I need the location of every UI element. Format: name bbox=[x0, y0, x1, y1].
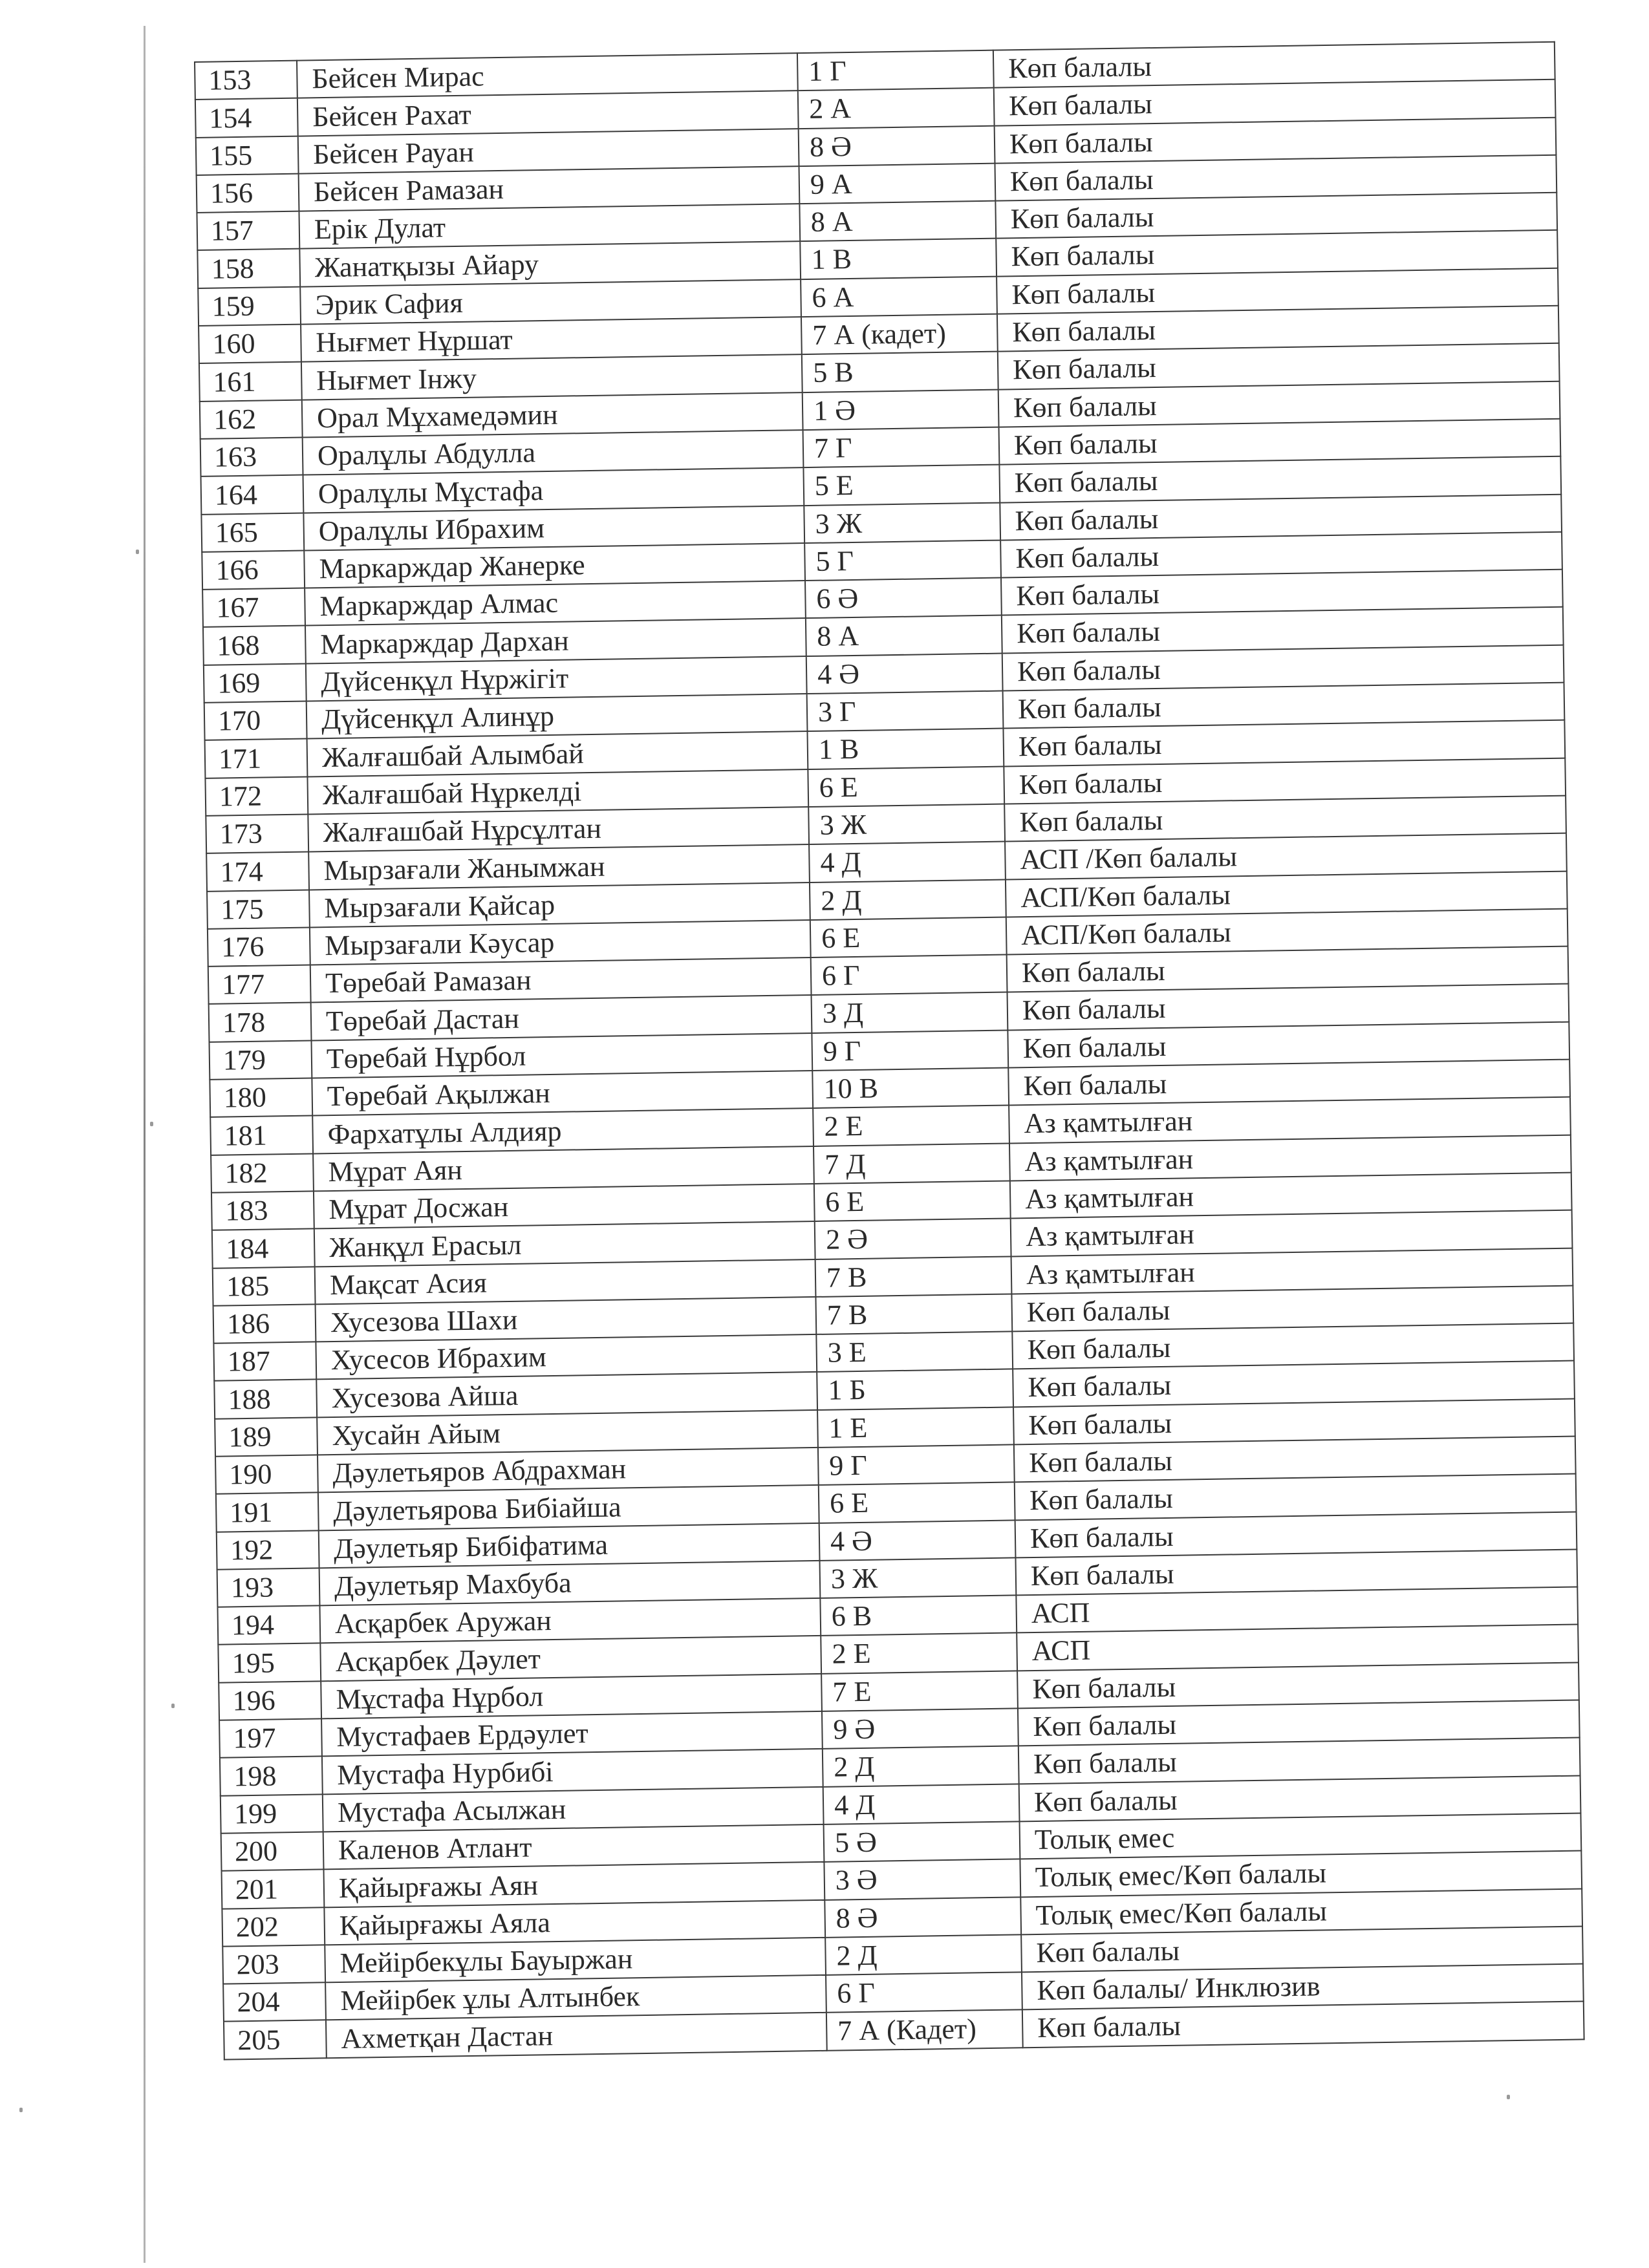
class-grade: 7 В bbox=[815, 1294, 1012, 1334]
row-number: 201 bbox=[222, 1870, 325, 1909]
status-category: Көп балалы bbox=[998, 381, 1560, 427]
row-number: 184 bbox=[212, 1229, 315, 1268]
student-name: Мырзағали Жанымжан bbox=[308, 844, 810, 890]
class-grade: 2 Е bbox=[821, 1633, 1017, 1674]
class-grade: 6 Г bbox=[811, 955, 1008, 996]
student-name: Бейсен Рауан bbox=[298, 129, 799, 174]
student-name: Орал Мұхамедәмин bbox=[302, 392, 803, 438]
student-name: Дәулетьяр Махбуба bbox=[319, 1561, 821, 1606]
row-number: 182 bbox=[211, 1153, 314, 1193]
class-grade: 3 Ә bbox=[824, 1859, 1020, 1900]
status-category: Аз қамтылған bbox=[1009, 1135, 1571, 1181]
student-name: Жалғашбай Алымбай bbox=[307, 731, 808, 776]
scan-binding-line bbox=[144, 26, 146, 2263]
row-number: 175 bbox=[207, 890, 310, 929]
class-grade: 7 Г bbox=[803, 427, 1000, 468]
student-name: Оралұлы Мұстафа bbox=[303, 467, 804, 513]
row-number: 185 bbox=[213, 1267, 316, 1306]
status-category: Толық емес/Көп балалы bbox=[1020, 1888, 1582, 1934]
row-number: 176 bbox=[208, 927, 310, 967]
class-grade: 7 Д bbox=[814, 1143, 1010, 1184]
row-number: 156 bbox=[197, 174, 299, 213]
row-number: 158 bbox=[197, 249, 300, 288]
class-grade: 1 Г bbox=[797, 50, 994, 91]
row-number: 179 bbox=[210, 1040, 312, 1080]
student-name: Мақсат Асия bbox=[315, 1259, 816, 1304]
status-category: Көп балалы bbox=[995, 117, 1557, 163]
student-name: Төребай Дастан bbox=[311, 995, 812, 1040]
scan-speck bbox=[1507, 2095, 1510, 2099]
class-grade: 5 Е bbox=[803, 465, 1000, 506]
status-category: Толық емес/Көп балалы bbox=[1020, 1851, 1582, 1897]
class-grade: 2 Д bbox=[825, 1934, 1022, 1975]
status-category: Көп балалы bbox=[1003, 720, 1565, 766]
status-category: АСП/Көп балалы bbox=[1006, 871, 1568, 917]
student-name: Мырзағали Қайсар bbox=[309, 883, 810, 928]
status-category: Көп балалы bbox=[1015, 1549, 1577, 1595]
class-grade: 1 В bbox=[800, 239, 997, 279]
row-number: 162 bbox=[200, 400, 303, 439]
student-name: Оралұлы Ибрахим bbox=[303, 506, 804, 551]
student-name: Ерік Дулат bbox=[299, 204, 800, 249]
class-grade: 9 Г bbox=[818, 1444, 1015, 1485]
class-grade: 2 А bbox=[798, 88, 995, 129]
student-name: Дәулетьяр Бибіфатима bbox=[319, 1523, 820, 1568]
class-grade: 5 В bbox=[802, 352, 998, 392]
status-category: Көп балалы bbox=[1011, 1285, 1573, 1331]
student-name: Хусайн Айым bbox=[317, 1410, 818, 1455]
status-category: Аз қамтылған bbox=[1010, 1173, 1572, 1219]
row-number: 191 bbox=[216, 1493, 319, 1532]
student-name: Маркарждар Дархан bbox=[305, 619, 806, 664]
status-category: Көп балалы bbox=[1021, 1926, 1583, 1972]
status-category: Көп балалы bbox=[1012, 1323, 1574, 1369]
student-name: Дәулетьяров Абдрахман bbox=[318, 1448, 819, 1493]
student-name: Оралұлы Абдулла bbox=[303, 430, 804, 475]
class-grade: 10 В bbox=[812, 1068, 1009, 1109]
class-grade: 8 А bbox=[806, 615, 1002, 656]
row-number: 202 bbox=[222, 1907, 325, 1947]
status-category: Көп балалы bbox=[1014, 1437, 1576, 1482]
row-number: 177 bbox=[208, 965, 311, 1005]
status-category: Көп балалы bbox=[1015, 1474, 1577, 1520]
status-category: Көп балалы bbox=[1022, 2002, 1584, 2048]
student-name: Төребай Рамазан bbox=[310, 957, 812, 1003]
row-number: 170 bbox=[204, 701, 307, 741]
status-category: Көп балалы bbox=[1008, 1022, 1569, 1067]
class-grade: 8 А bbox=[799, 201, 996, 242]
class-grade: 7 А (кадет) bbox=[801, 314, 998, 355]
status-category: Көп балалы bbox=[998, 343, 1560, 389]
student-name: Қайырғажы Аяла bbox=[324, 1899, 825, 1945]
student-name: Бейсен Рамазан bbox=[299, 166, 800, 211]
class-grade: 3 Ж bbox=[808, 804, 1005, 844]
class-grade: 4 Д bbox=[809, 842, 1006, 883]
scan-speck bbox=[171, 1704, 175, 1708]
student-name: Дүйсенқұл Алинұр bbox=[307, 694, 808, 739]
class-grade: 5 Ә bbox=[824, 1821, 1020, 1862]
row-number: 160 bbox=[199, 325, 301, 364]
status-category: Көп балалы bbox=[994, 80, 1556, 125]
class-grade: 3 Ж bbox=[804, 502, 1000, 543]
class-grade: 2 Е bbox=[813, 1106, 1009, 1146]
class-grade: 2 Д bbox=[823, 1746, 1019, 1787]
student-name: Мустафаев Ердәулет bbox=[321, 1711, 823, 1757]
class-grade: 1 Ә bbox=[803, 389, 999, 430]
student-name: Мейірбекұлы Бауыржан bbox=[325, 1938, 826, 1983]
student-name: Мустафа Асылжан bbox=[323, 1787, 824, 1832]
class-grade: 3 Г bbox=[807, 691, 1004, 732]
row-number: 173 bbox=[206, 814, 308, 853]
class-grade: 9 А bbox=[799, 164, 996, 204]
student-name: Асқарбек Аружан bbox=[319, 1598, 821, 1643]
row-number: 190 bbox=[215, 1455, 318, 1494]
student-name: Бейсен Рахат bbox=[297, 91, 799, 136]
row-number: 194 bbox=[217, 1606, 320, 1645]
row-number: 154 bbox=[195, 98, 298, 138]
row-number: 168 bbox=[203, 626, 306, 665]
status-category: Көп балалы bbox=[999, 456, 1561, 502]
row-number: 199 bbox=[221, 1794, 323, 1834]
class-grade: 1 Е bbox=[817, 1407, 1014, 1448]
scan-speck bbox=[136, 550, 139, 554]
class-grade: 5 Г bbox=[804, 540, 1001, 581]
row-number: 166 bbox=[202, 550, 305, 590]
row-number: 205 bbox=[224, 2020, 327, 2060]
student-name: Хусесов Ибрахим bbox=[316, 1334, 817, 1380]
student-name: Мұстафа Нұрбол bbox=[321, 1674, 822, 1719]
class-grade: 1 Б bbox=[817, 1369, 1013, 1410]
student-name: Хусезова Шахи bbox=[316, 1297, 817, 1342]
status-category: Көп балалы bbox=[1018, 1738, 1580, 1784]
class-grade: 3 Ж bbox=[820, 1557, 1017, 1598]
class-grade: 9 Ә bbox=[822, 1708, 1018, 1749]
student-name: Жанқұл Ерасыл bbox=[314, 1221, 815, 1267]
class-grade: 4 Ә bbox=[806, 653, 1003, 694]
status-category: Аз қамтылған bbox=[1011, 1248, 1573, 1294]
class-grade: 6 Е bbox=[814, 1181, 1011, 1221]
row-number: 161 bbox=[199, 362, 302, 401]
class-grade: 8 Ә bbox=[799, 125, 995, 166]
status-category: Көп балалы bbox=[993, 42, 1555, 88]
student-name: Нығмет Інжу bbox=[301, 354, 803, 400]
class-grade: 7 Е bbox=[821, 1671, 1018, 1711]
status-category: Көп балалы bbox=[1007, 947, 1569, 992]
row-number: 189 bbox=[215, 1417, 318, 1457]
scan-speck bbox=[150, 1122, 153, 1126]
student-name: Дүйсенқұл Нұржігіт bbox=[306, 656, 807, 701]
status-category: АСП bbox=[1016, 1587, 1578, 1633]
row-number: 196 bbox=[219, 1681, 321, 1720]
status-category: Көп балалы bbox=[1003, 683, 1565, 729]
student-name: Мустафа Нурбибі bbox=[322, 1749, 823, 1794]
scan-speck bbox=[19, 2108, 23, 2112]
status-category: Көп балалы bbox=[995, 155, 1557, 201]
status-category: Көп балалы/ Инклюзив bbox=[1022, 1964, 1584, 2010]
row-number: 167 bbox=[202, 588, 305, 628]
class-grade: 2 Д bbox=[810, 879, 1006, 920]
status-category: Көп балалы bbox=[997, 306, 1559, 352]
class-grade: 1 В bbox=[807, 729, 1004, 769]
row-number: 157 bbox=[197, 211, 299, 251]
student-name: Эрик Сафия bbox=[300, 279, 801, 325]
student-name: Мұрат Аян bbox=[313, 1146, 814, 1192]
row-number: 153 bbox=[195, 61, 297, 100]
class-grade: 2 Ә bbox=[815, 1219, 1011, 1259]
status-category: Көп балалы bbox=[995, 193, 1557, 239]
student-name: Жалғашбай Нұркелді bbox=[307, 769, 808, 815]
class-grade: 6 Е bbox=[819, 1482, 1015, 1523]
class-grade: 6 Е bbox=[808, 766, 1004, 807]
status-category: Көп балалы bbox=[1001, 570, 1563, 615]
table-body bbox=[195, 42, 1584, 2060]
row-number: 197 bbox=[219, 1718, 322, 1758]
row-number: 171 bbox=[205, 739, 308, 778]
student-name: Хусезова Айша bbox=[316, 1372, 817, 1417]
row-number: 203 bbox=[222, 1945, 325, 1984]
class-grade: 3 Е bbox=[816, 1332, 1013, 1373]
row-number: 200 bbox=[221, 1832, 324, 1871]
class-grade: 4 Д bbox=[823, 1784, 1020, 1824]
status-category: Көп балалы bbox=[1019, 1775, 1581, 1821]
status-category: Көп балалы bbox=[1008, 1060, 1570, 1106]
student-name: Дәулетьярова Бибіайша bbox=[318, 1485, 819, 1530]
status-category: Көп балалы bbox=[1002, 645, 1564, 690]
status-category: Көп балалы bbox=[1015, 1512, 1577, 1557]
status-category: АСП /Көп балалы bbox=[1005, 833, 1567, 879]
student-name: Жалғашбай Нұрсұлтан bbox=[308, 807, 809, 852]
row-number: 183 bbox=[211, 1191, 314, 1230]
status-category: Көп балалы bbox=[1013, 1361, 1575, 1407]
student-name: Мейірбек ұлы Алтынбек bbox=[325, 1975, 826, 2020]
student-name: Маркарждар Алмас bbox=[305, 581, 806, 626]
student-name: Мұрат Досжан bbox=[314, 1184, 815, 1229]
status-category: Көп балалы bbox=[1007, 984, 1569, 1030]
class-grade: 8 Ә bbox=[824, 1897, 1021, 1938]
row-number: 180 bbox=[210, 1078, 312, 1117]
row-number: 155 bbox=[196, 136, 299, 175]
class-grade: 6 В bbox=[820, 1596, 1017, 1636]
status-category: Көп балалы bbox=[1017, 1662, 1579, 1708]
status-category: Көп балалы bbox=[1000, 532, 1562, 578]
status-category: Аз қамтылған bbox=[1011, 1210, 1573, 1256]
class-grade: 6 А bbox=[801, 276, 997, 317]
student-name: Асқарбек Дәулет bbox=[320, 1636, 821, 1681]
row-number: 164 bbox=[201, 475, 304, 515]
class-grade: 7 В bbox=[815, 1256, 1012, 1297]
student-name: Фархатұлы Алдияр bbox=[312, 1108, 814, 1153]
status-category: Көп балалы bbox=[1018, 1700, 1580, 1746]
class-grade: 9 Г bbox=[812, 1030, 1008, 1071]
row-number: 172 bbox=[205, 776, 308, 816]
status-category: Көп балалы bbox=[1013, 1398, 1575, 1444]
class-grade: 6 Е bbox=[810, 917, 1007, 957]
class-grade: 6 Г bbox=[826, 1972, 1022, 2013]
student-name: Бейсен Мирас bbox=[297, 53, 798, 98]
row-number: 165 bbox=[201, 513, 304, 552]
class-grade: 7 А (Кадет) bbox=[826, 2010, 1023, 2051]
student-name: Жанатқызы Айару bbox=[299, 242, 801, 287]
student-name: Ахметқан Дастан bbox=[326, 2013, 827, 2058]
student-name: Қайырғажы Аян bbox=[324, 1862, 825, 1907]
row-number: 192 bbox=[217, 1530, 319, 1570]
row-number: 186 bbox=[213, 1304, 316, 1343]
student-name: Төребай Ақылжан bbox=[312, 1071, 813, 1116]
status-category: Толық емес bbox=[1020, 1813, 1582, 1859]
status-category: Көп балалы bbox=[997, 268, 1558, 314]
status-category: Көп балалы bbox=[996, 230, 1558, 276]
student-name: Каленов Атлант bbox=[323, 1824, 824, 1870]
row-number: 198 bbox=[220, 1757, 323, 1796]
status-category: Көп балалы bbox=[1002, 607, 1564, 653]
status-category: АСП bbox=[1017, 1625, 1579, 1671]
row-number: 204 bbox=[223, 1982, 326, 2022]
row-number: 163 bbox=[200, 438, 303, 477]
status-category: АСП/Көп балалы bbox=[1006, 908, 1568, 954]
row-number: 187 bbox=[213, 1342, 316, 1382]
student-name: Нығмет Нұршат bbox=[301, 317, 802, 362]
class-grade: 4 Ә bbox=[819, 1520, 1016, 1561]
document-page bbox=[194, 41, 1585, 2060]
row-number: 174 bbox=[206, 852, 309, 892]
row-number: 195 bbox=[218, 1643, 321, 1683]
row-number: 169 bbox=[204, 663, 307, 703]
row-number: 159 bbox=[198, 286, 301, 326]
students-table bbox=[194, 41, 1585, 2060]
student-name: Мырзағали Кәусар bbox=[310, 920, 811, 965]
class-grade: 6 Ә bbox=[805, 578, 1002, 619]
status-category: Көп балалы bbox=[1004, 758, 1566, 804]
row-number: 181 bbox=[210, 1116, 313, 1155]
class-grade: 3 Д bbox=[812, 992, 1008, 1033]
status-category: Көп балалы bbox=[1004, 796, 1566, 842]
row-number: 188 bbox=[214, 1380, 317, 1419]
status-category: Көп балалы bbox=[999, 419, 1561, 465]
student-name: Төребай Нұрбол bbox=[311, 1033, 812, 1078]
row-number: 193 bbox=[217, 1568, 320, 1607]
student-name: Маркарждар Жанерке bbox=[304, 543, 805, 588]
row-number: 178 bbox=[209, 1003, 312, 1042]
status-category: Аз қамтылған bbox=[1009, 1097, 1571, 1143]
status-category: Көп балалы bbox=[1000, 494, 1562, 540]
